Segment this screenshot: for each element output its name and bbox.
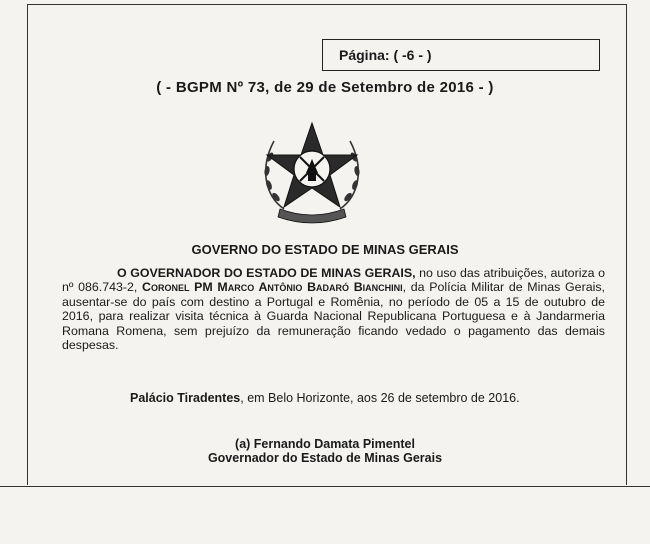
decree-text	[62, 266, 605, 352]
signatory-name: (a) Fernando Damata Pimentel	[235, 437, 415, 451]
decree-subject: O GOVERNADOR DO ESTADO DE MINAS GERAIS,	[117, 266, 416, 280]
coat-of-arms-icon	[254, 117, 370, 227]
officer-name: Coronel PM Marco Antônio Badaró Bianchini	[142, 280, 403, 295]
place-date-rest: , em Belo Horizonte, aos 26 de setembro de 2016.	[240, 391, 520, 405]
page-number-label: Página: ( -6 - )	[339, 47, 432, 63]
bulletin-reference: ( - BGPM Nº 73, de 29 de Setembro de 2016 - )	[156, 79, 494, 96]
government-heading: GOVERNO DO ESTADO DE MINAS GERAIS	[191, 242, 459, 257]
signature-block	[0, 437, 650, 465]
signatory-title: Governador do Estado de Minas Gerais	[207, 451, 443, 465]
place-date-line	[130, 391, 520, 405]
decree-part-1: no uso das atribuições, autoriza o nº 086.743-2,	[62, 266, 605, 295]
page-number-box	[322, 39, 600, 71]
place-name: Palácio Tiradentes	[130, 391, 241, 405]
decree-part-2: , da Polícia Militar de Minas Gerais, ausentar-se do país com destino a Portugal e Romênia, no período de 05 a 15 de outubro de 2016, para realizar visita técnica à Guarda Nacional Republicana Portuguesa e à Jandarmeria Romana Romena, sem prejuízo da remuneração ficando vedado o pagamento das demais despesas.	[62, 280, 605, 353]
bottom-rule	[0, 486, 650, 487]
